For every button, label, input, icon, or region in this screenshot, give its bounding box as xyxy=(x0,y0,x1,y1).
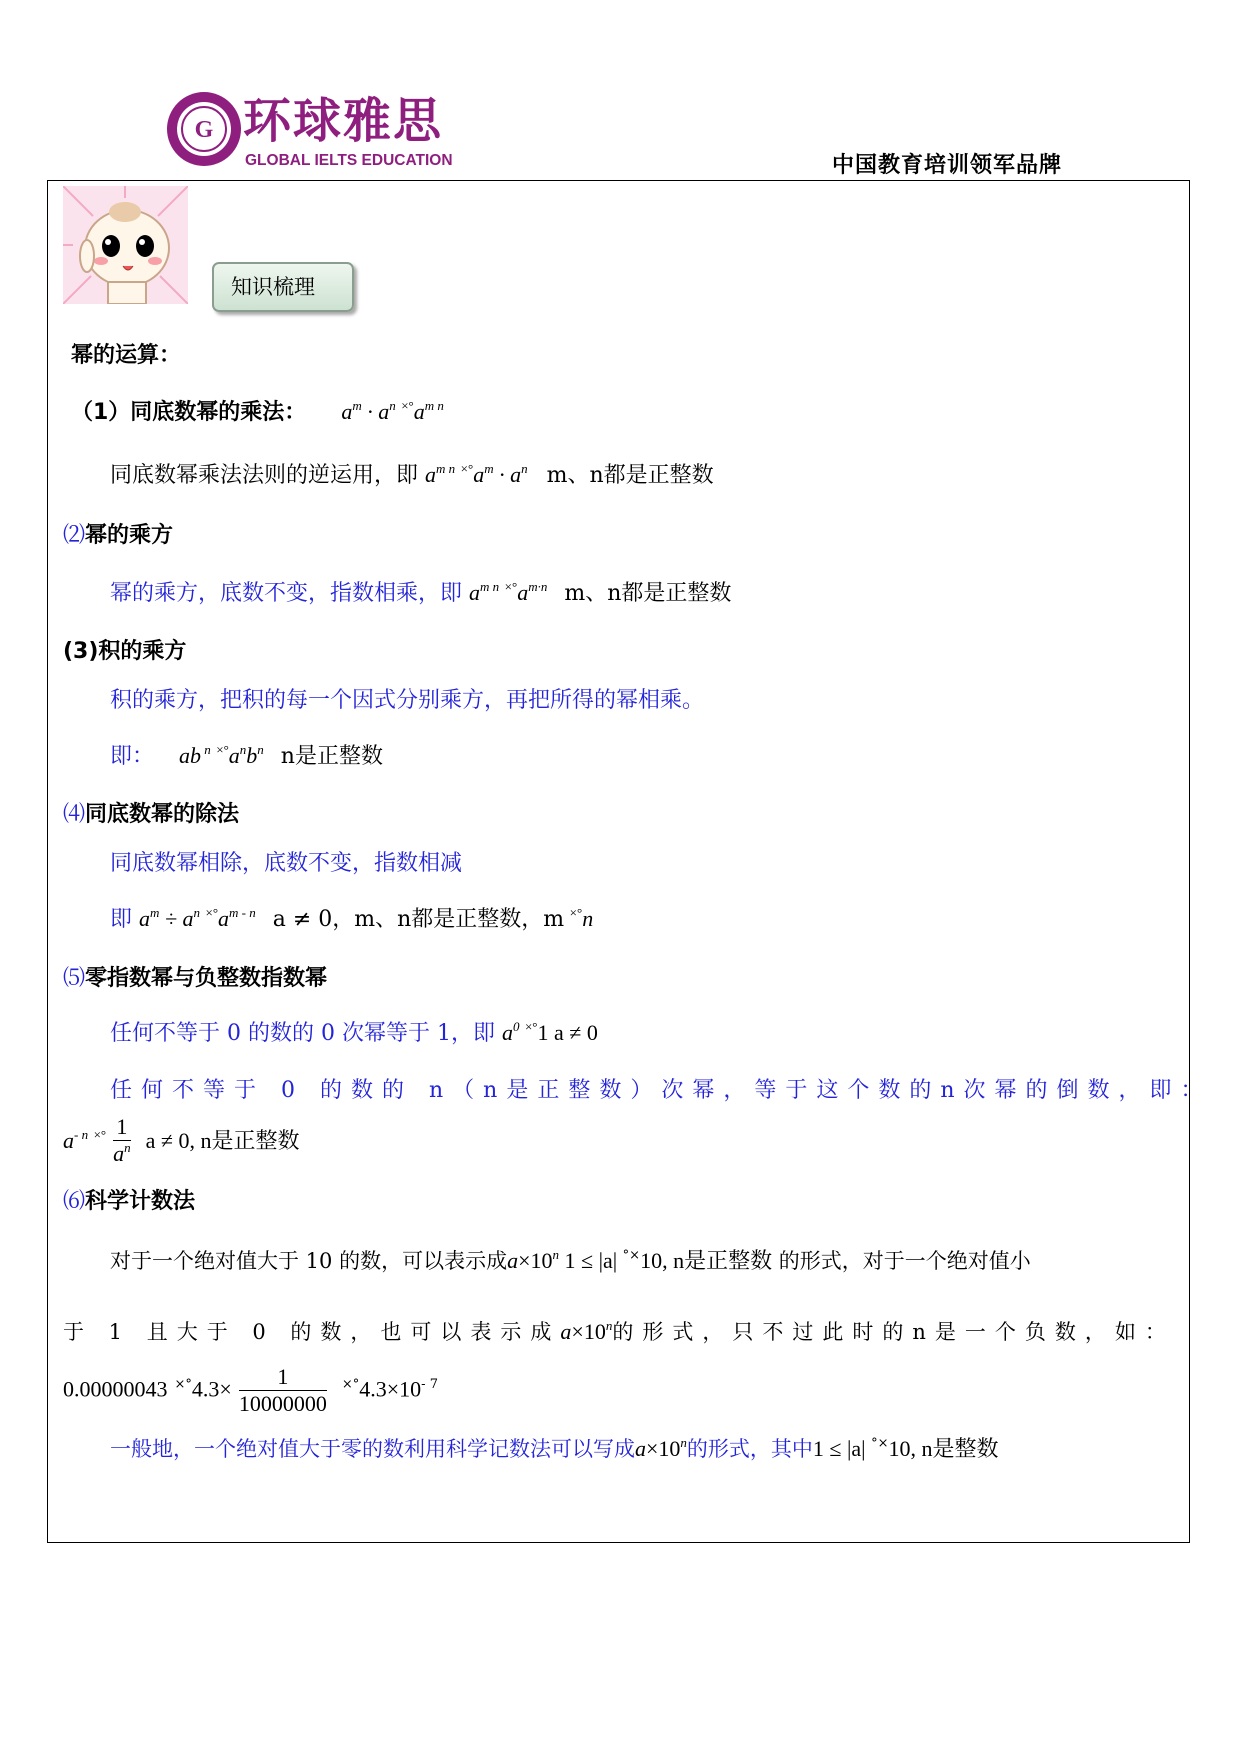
s6-p2b: 的形式，只不过此时的 xyxy=(612,1320,913,1344)
s6-ex-right: 4.3×10 xyxy=(359,1376,422,1402)
s5-text2: 任何不等于 0 的数的 n（n是正整数）次幂，等于这个数的n次幂的倒数，即： xyxy=(110,1078,1212,1103)
s5-text3-tail: a ≠ 0, n是正整数 xyxy=(145,1128,300,1153)
mascot-icon xyxy=(63,186,188,304)
s6-heading: 科学计数法 xyxy=(85,1189,196,1214)
s5-formula-line: $a^{- n}$ ×° $\frac{1}{a^n}$ a ≠ 0, n是正整数 xyxy=(63,1114,299,1170)
s3-tail: n是正整数 xyxy=(280,744,383,769)
s6-p1b: 1 ≤ |a| xyxy=(564,1248,623,1273)
s5-heading: 零指数幂与负整数指数幂 xyxy=(85,966,328,991)
s1-text-line: 同底数幂乘法法则的逆运用，即 $a^{m n}$ $^{\times^\circ}a^m \cdot a^n$ m、n都是正整数 xyxy=(110,461,714,488)
s6-p1c: 10, n是正整数 xyxy=(640,1248,773,1273)
s6-p2: 于 1 且大于 0 的数，也可以表示成$a\times 10^n$的形式，只不过此时的n是一个负数，如： xyxy=(63,1318,1175,1344)
s2-text: 幂的乘方，底数不变，指数相乘，即 xyxy=(110,581,463,606)
logo-seal-icon xyxy=(165,90,243,168)
s6-p2a: 于 1 且大于 0 的数，也可以表示成 xyxy=(63,1320,561,1344)
s6-heading-line xyxy=(63,1184,195,1215)
intro-title: 幂的运算： xyxy=(71,343,182,368)
s1-heading-line: （1）同底数幂的乘法： $a^m \cdot a^n$ $^{\times^\circ}a^{m n}$ xyxy=(71,398,444,425)
s2-heading-line xyxy=(63,518,173,549)
brand-name-cn: 环球雅思 xyxy=(243,93,444,149)
section-tag: 知识梳理 xyxy=(212,262,354,312)
s1-text: 同底数幂乘法法则的逆运用，即 xyxy=(110,463,419,488)
s1-tail: m、n都是正整数 xyxy=(546,463,714,488)
s2-text-line: 幂的乘方，底数不变，指数相乘，即 $a^{m n}$ $^{\times^\circ}a^{m\cdot n}$ m、n都是正整数 xyxy=(110,579,732,606)
s6-ex-num: 1 xyxy=(277,1364,289,1389)
s6-p1a: 对于一个绝对值大于 10 的数，可以表示成 xyxy=(110,1249,508,1273)
s6-ex-den: 10000000 xyxy=(238,1391,327,1416)
s6-ex-exp: 7 xyxy=(429,1376,438,1392)
s2-tail: m、n都是正整数 xyxy=(564,581,732,606)
s5-text1-line: 任何不等于 0 的数的 0 次幂等于 1，即 $a^0$ ×°1 a ≠ 0 xyxy=(110,1019,598,1046)
s6-p2c: n是一个负数，如： xyxy=(912,1320,1175,1344)
s3-heading: (3)积的乘方 xyxy=(63,639,187,664)
s6-p3b: 的形式，其中 xyxy=(686,1437,813,1461)
s2-heading: 幂的乘方 xyxy=(85,523,174,548)
s5-heading-line xyxy=(63,961,327,992)
s3-ji: 即： xyxy=(110,744,155,769)
slogan: 中国教育培训领军品牌 xyxy=(832,152,1063,178)
s6-p3: 一般地，一个绝对值大于零的数利用科学记数法可以写成$a\times 10^n$的形式，其中1 ≤ |a| °×10, n是整数 xyxy=(110,1435,999,1461)
s3-text: 积的乘方，把积的每一个因式分别乘方，再把所得的幂相乘。 xyxy=(110,688,705,713)
s6-ex-mid: 4.3× xyxy=(191,1376,232,1402)
s6-p1d: 的形式，对于一个绝对值小 xyxy=(778,1249,1031,1273)
s4-formula-line: 即 $a^m \div a^n$ $^{\times^\circ}a^{m - n}$ a ≠ 0，m、n都是正整数，m ×°n xyxy=(110,905,594,932)
s1-heading: （1）同底数幂的乘法： xyxy=(71,400,307,425)
s6-p1: 对于一个绝对值大于 10 的数，可以表示成$a\times 10^n$ 1 ≤ |a| °×10, n是正整数 的形式，对于一个绝对值小 xyxy=(110,1247,1031,1273)
brand-name-en: GLOBAL IELTS EDUCATION xyxy=(245,152,453,169)
s3-formula-line: 即： ab $^n$ $^{\times^\circ}a^nb^n$ n是正整数 xyxy=(110,742,383,769)
s4-heading-line xyxy=(63,797,239,828)
s6-p3a: 一般地，一个绝对值大于零的数利用科学记数法可以写成 xyxy=(110,1437,635,1461)
s4-ji: 即 xyxy=(110,907,133,932)
s6-p3c: 1 ≤ |a| xyxy=(812,1436,872,1461)
s6-p3d: 10, n是整数 xyxy=(888,1436,999,1461)
s6-ex-left: 0.00000043 xyxy=(63,1376,168,1402)
s4-heading-num: ⑷ xyxy=(63,802,86,827)
s4-heading: 同底数幂的除法 xyxy=(85,802,240,827)
s4-text: 同底数幂相除，底数不变，指数相减 xyxy=(110,851,463,876)
s5-text1: 任何不等于 0 的数的 0 次幂等于 1，即 xyxy=(110,1021,495,1046)
s6-example: 0.00000043 ×°4.3× $\frac{1}{10000000}$ ×°4.3×10- $^7$ xyxy=(63,1364,438,1416)
s4-tail: a ≠ 0，m、n都是正整数，m xyxy=(272,907,565,932)
s5-heading-num: ⑸ xyxy=(63,966,86,991)
s5-text1-tail: 1 a ≠ 0 xyxy=(537,1020,598,1045)
s6-heading-num: ⑹ xyxy=(63,1189,86,1214)
svg-text:G: G xyxy=(194,117,214,143)
s2-heading-num: ⑵ xyxy=(63,523,86,548)
